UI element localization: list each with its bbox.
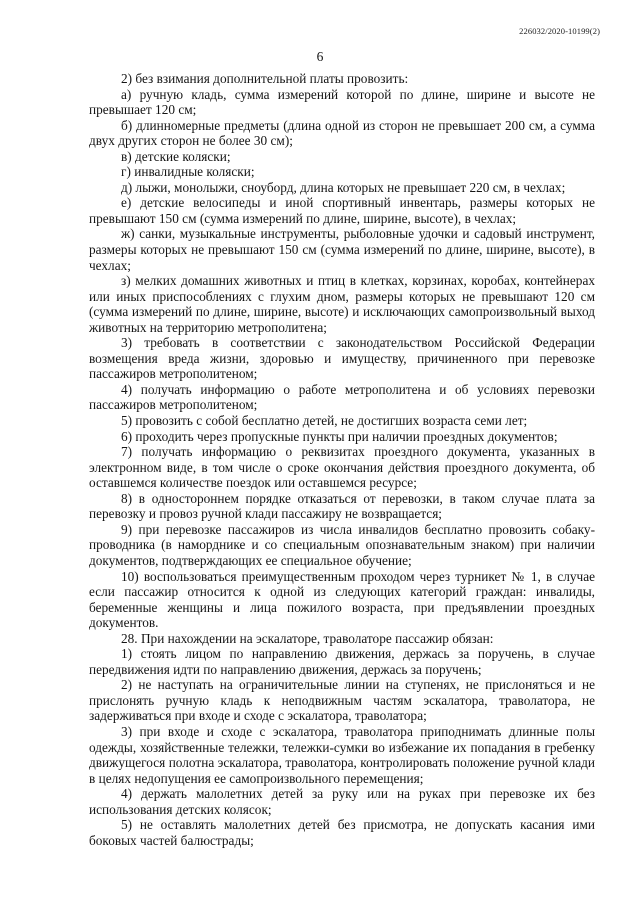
paragraph: 3) при входе и сходе с эскалатора, траволатора приподнимать длинные полы одежды, хозяйственные тележки, тележки-сумки во избежание их попадания в гребенку движущегося полотна эскалатора, траволатора, контролировать положение ручной клади в целях недопущения ее самопроизвольного перемещения; <box>89 723 595 786</box>
paragraph: д) лыжи, монолыжи, сноуборд, длина которых не превышает 220 см, в чехлах; <box>121 179 566 195</box>
paragraph: 3) требовать в соответствии с законодательством Российской Федерации возмещения вреда жизни, здоровью и имуществу, причиненного при перевозке пассажиров метрополитеном; <box>89 335 595 382</box>
section-heading: 28. При нахождении на эскалаторе, траволаторе пассажир обязан: <box>121 630 494 646</box>
paragraph: 2) не наступать на ограничительные линии на ступенях, не прислоняться и не прислонять ручную кладь к неподвижным частям эскалатора, траволатора, не задерживаться при входе и сходе с эскалатора, траволатора; <box>89 677 595 724</box>
document-id: 226032/2020-10199(2) <box>519 26 600 36</box>
paragraph: е) детские велосипеды и иной спортивный инвентарь, размеры которых не превышают 150 см (сумма измерений по длине, ширине, высоте), в чехлах; <box>89 195 595 226</box>
paragraph: 2) без взимания дополнительной платы провозить: <box>121 71 409 86</box>
paragraph: 9) при перевозке пассажиров из числа инвалидов бесплатно провозить собаку-проводника (в наморднике и со специальным опознавательным знаком) при наличии документов, подтверждающих ее специальное обучение; <box>89 521 595 568</box>
paragraph: 6) проходить через пропускные пункты при наличии проездных документов; <box>121 428 558 444</box>
paragraph: 4) получать информацию о работе метрополитена и об условиях перевозки пассажиров метрополитеном; <box>89 381 595 413</box>
paragraph: 8) в одностороннем порядке отказаться от перевозки, в таком случае плата за перевозку и провоз ручной клади пассажиру не возвращается; <box>89 490 595 522</box>
paragraph: ж) санки, музыкальные инструменты, рыболовные удочки и садовый инструмент, размеры которых не превышают 150 см (сумма измерений по длине, ширине, высоте), в чехлах; <box>89 226 595 273</box>
paragraph: 1) стоять лицом по направлению движения, держась за поручень, в случае передвижения идти по направлению движения, держась за поручень; <box>89 646 595 677</box>
paragraph: г) инвалидные коляски; <box>121 164 255 180</box>
paragraph: а) ручную кладь, сумма измерений которой по длине, ширине и высоте не превышает 120 см; <box>89 86 595 118</box>
paragraph: б) длинномерные предметы (длина одной из сторон не превышает 200 см, а сумма двух других сторон не более 30 см); <box>89 117 595 149</box>
paragraph: 5) провозить с собой бесплатно детей, не достигших возраста семи лет; <box>121 413 528 429</box>
paragraph: 7) получать информацию о реквизитах проездного документа, указанных в электронном виде, в том числе о сроке окончания действия проездного документа, об оставшемся количестве поездок или оставшемся ресурсе; <box>89 444 595 491</box>
paragraph: 10) воспользоваться преимущественным проходом через турникет № 1, в случае если пассажир относится к одной из следующих категорий граждан: инвалиды, беременные женщины и лица пожилого возраста, при предъявлении проездных документов. <box>89 568 595 631</box>
document-body <box>89 71 595 848</box>
paragraph: в) детские коляски; <box>121 148 231 164</box>
paragraph: з) мелких домашних животных и птиц в клетках, корзинах, коробах, контейнерах или иных приспособлениях с глухим дном, размеры которых не превышают 120 см (сумма измерений по длине, ширине, высоте) и исключающих самопроизвольный выход животных на территорию метрополитена; <box>89 273 595 335</box>
paragraph: 4) держать малолетних детей за руку или на руках при перевозке их без использования детских колясок; <box>89 786 595 817</box>
page-number: 6 <box>316 49 324 64</box>
paragraph: 5) не оставлять малолетних детей без присмотра, не допускать касания ими боковых частей балюстрады; <box>89 817 595 848</box>
